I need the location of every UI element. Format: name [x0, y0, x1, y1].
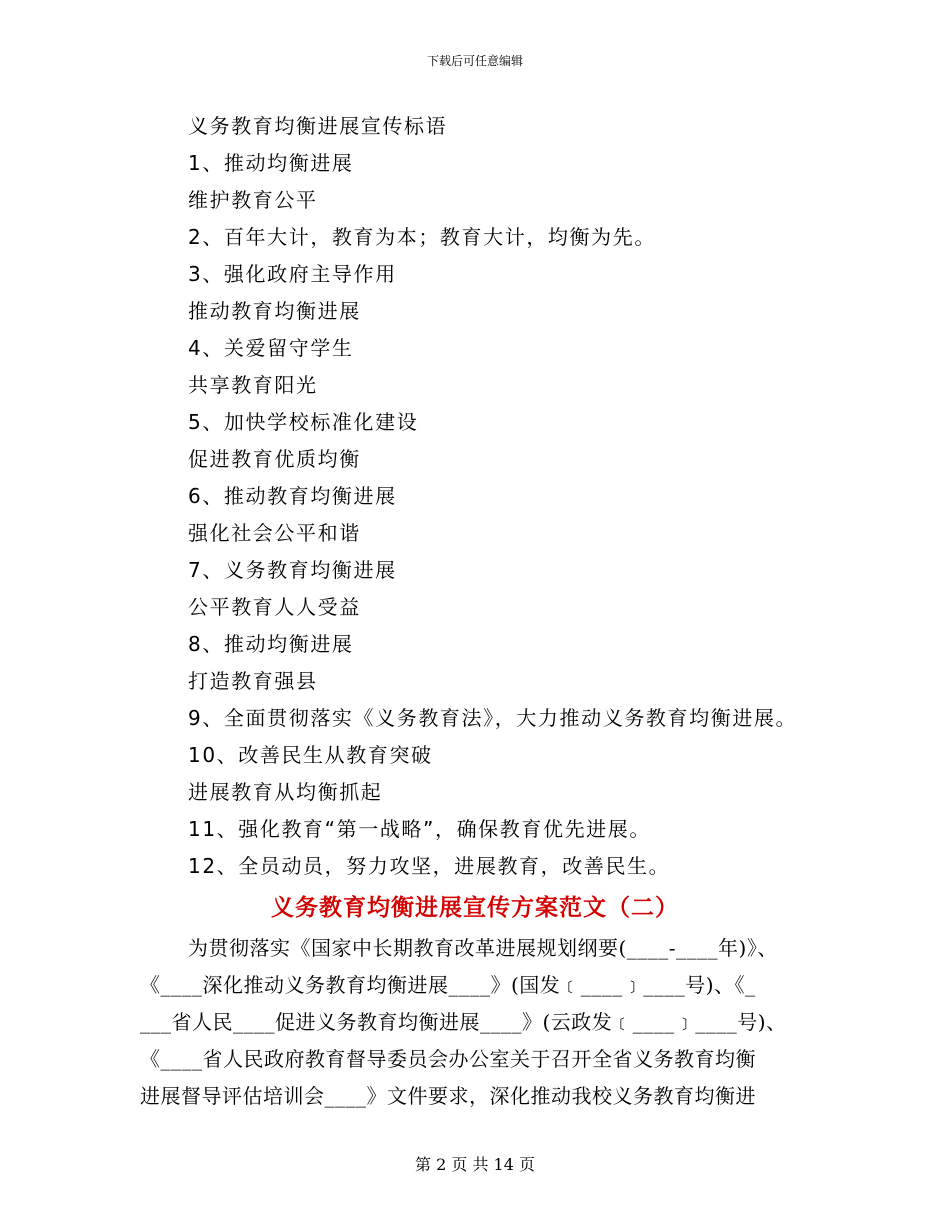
- slogan-line: 2、百年大计，教育为本；教育大计，均衡为先。: [188, 225, 656, 249]
- paragraph-line: 为贯彻落实《国家中长期教育改革进展规划纲要(____-____年)》、: [188, 936, 778, 960]
- paragraph-line: 《____省人民政府教育督导委员会办公室关于召开全省义务教育均衡: [140, 1047, 756, 1071]
- slogan-line: 进展教育从均衡抓起: [188, 780, 383, 804]
- slogan-line: 3、强化政府主导作用: [188, 262, 397, 286]
- paragraph-line: 《____深化推动义务教育均衡进展____》(国发﹝____﹞____号)、《_: [140, 973, 756, 997]
- page-footer-info: 第 2 页 共 14 页: [415, 1155, 535, 1174]
- slogan-line: 推动教育均衡进展: [188, 299, 361, 323]
- slogan-line: 促进教育优质均衡: [188, 447, 361, 471]
- slogan-title: 义务教育均衡进展宣传标语: [188, 114, 448, 138]
- slogan-line: 11、强化教育“第一战略”，确保教育优先进展。: [188, 817, 651, 841]
- slogan-line: 5、加快学校标准化建设: [188, 410, 419, 434]
- slogan-line: 维护教育公平: [188, 188, 318, 212]
- paragraph-line: ___省人民____促进义务教育均衡进展____》(云政发﹝____﹞____号)、: [140, 1010, 787, 1034]
- slogan-line: 7、义务教育均衡进展: [188, 558, 397, 582]
- slogan-line: 共享教育阳光: [188, 373, 318, 397]
- slogan-line: 9、全面贯彻落实《义务教育法》，大力推动义务教育均衡进展。: [188, 706, 798, 730]
- slogan-line: 12、全员动员，努力攻坚，进展教育，改善民生。: [188, 854, 671, 878]
- slogan-line: 8、推动均衡进展: [188, 632, 354, 656]
- slogan-line: 打造教育强县: [188, 669, 318, 693]
- section-heading: 义务教育均衡进展宣传方案范文（二）: [271, 895, 679, 921]
- slogan-line: 4、关爱留守学生: [188, 336, 354, 360]
- slogan-line: 6、推动教育均衡进展: [188, 484, 397, 508]
- slogan-line: 公平教育人人受益: [188, 595, 361, 619]
- page-header-note: 下载后可任意编辑: [426, 54, 523, 68]
- slogan-line: 1、推动均衡进展: [188, 151, 354, 175]
- paragraph-line: 进展督导评估培训会____》文件要求，深化推动我校义务教育均衡进: [140, 1084, 756, 1108]
- slogan-line: 10、改善民生从教育突破: [188, 743, 433, 767]
- slogan-line: 强化社会公平和谐: [188, 521, 361, 545]
